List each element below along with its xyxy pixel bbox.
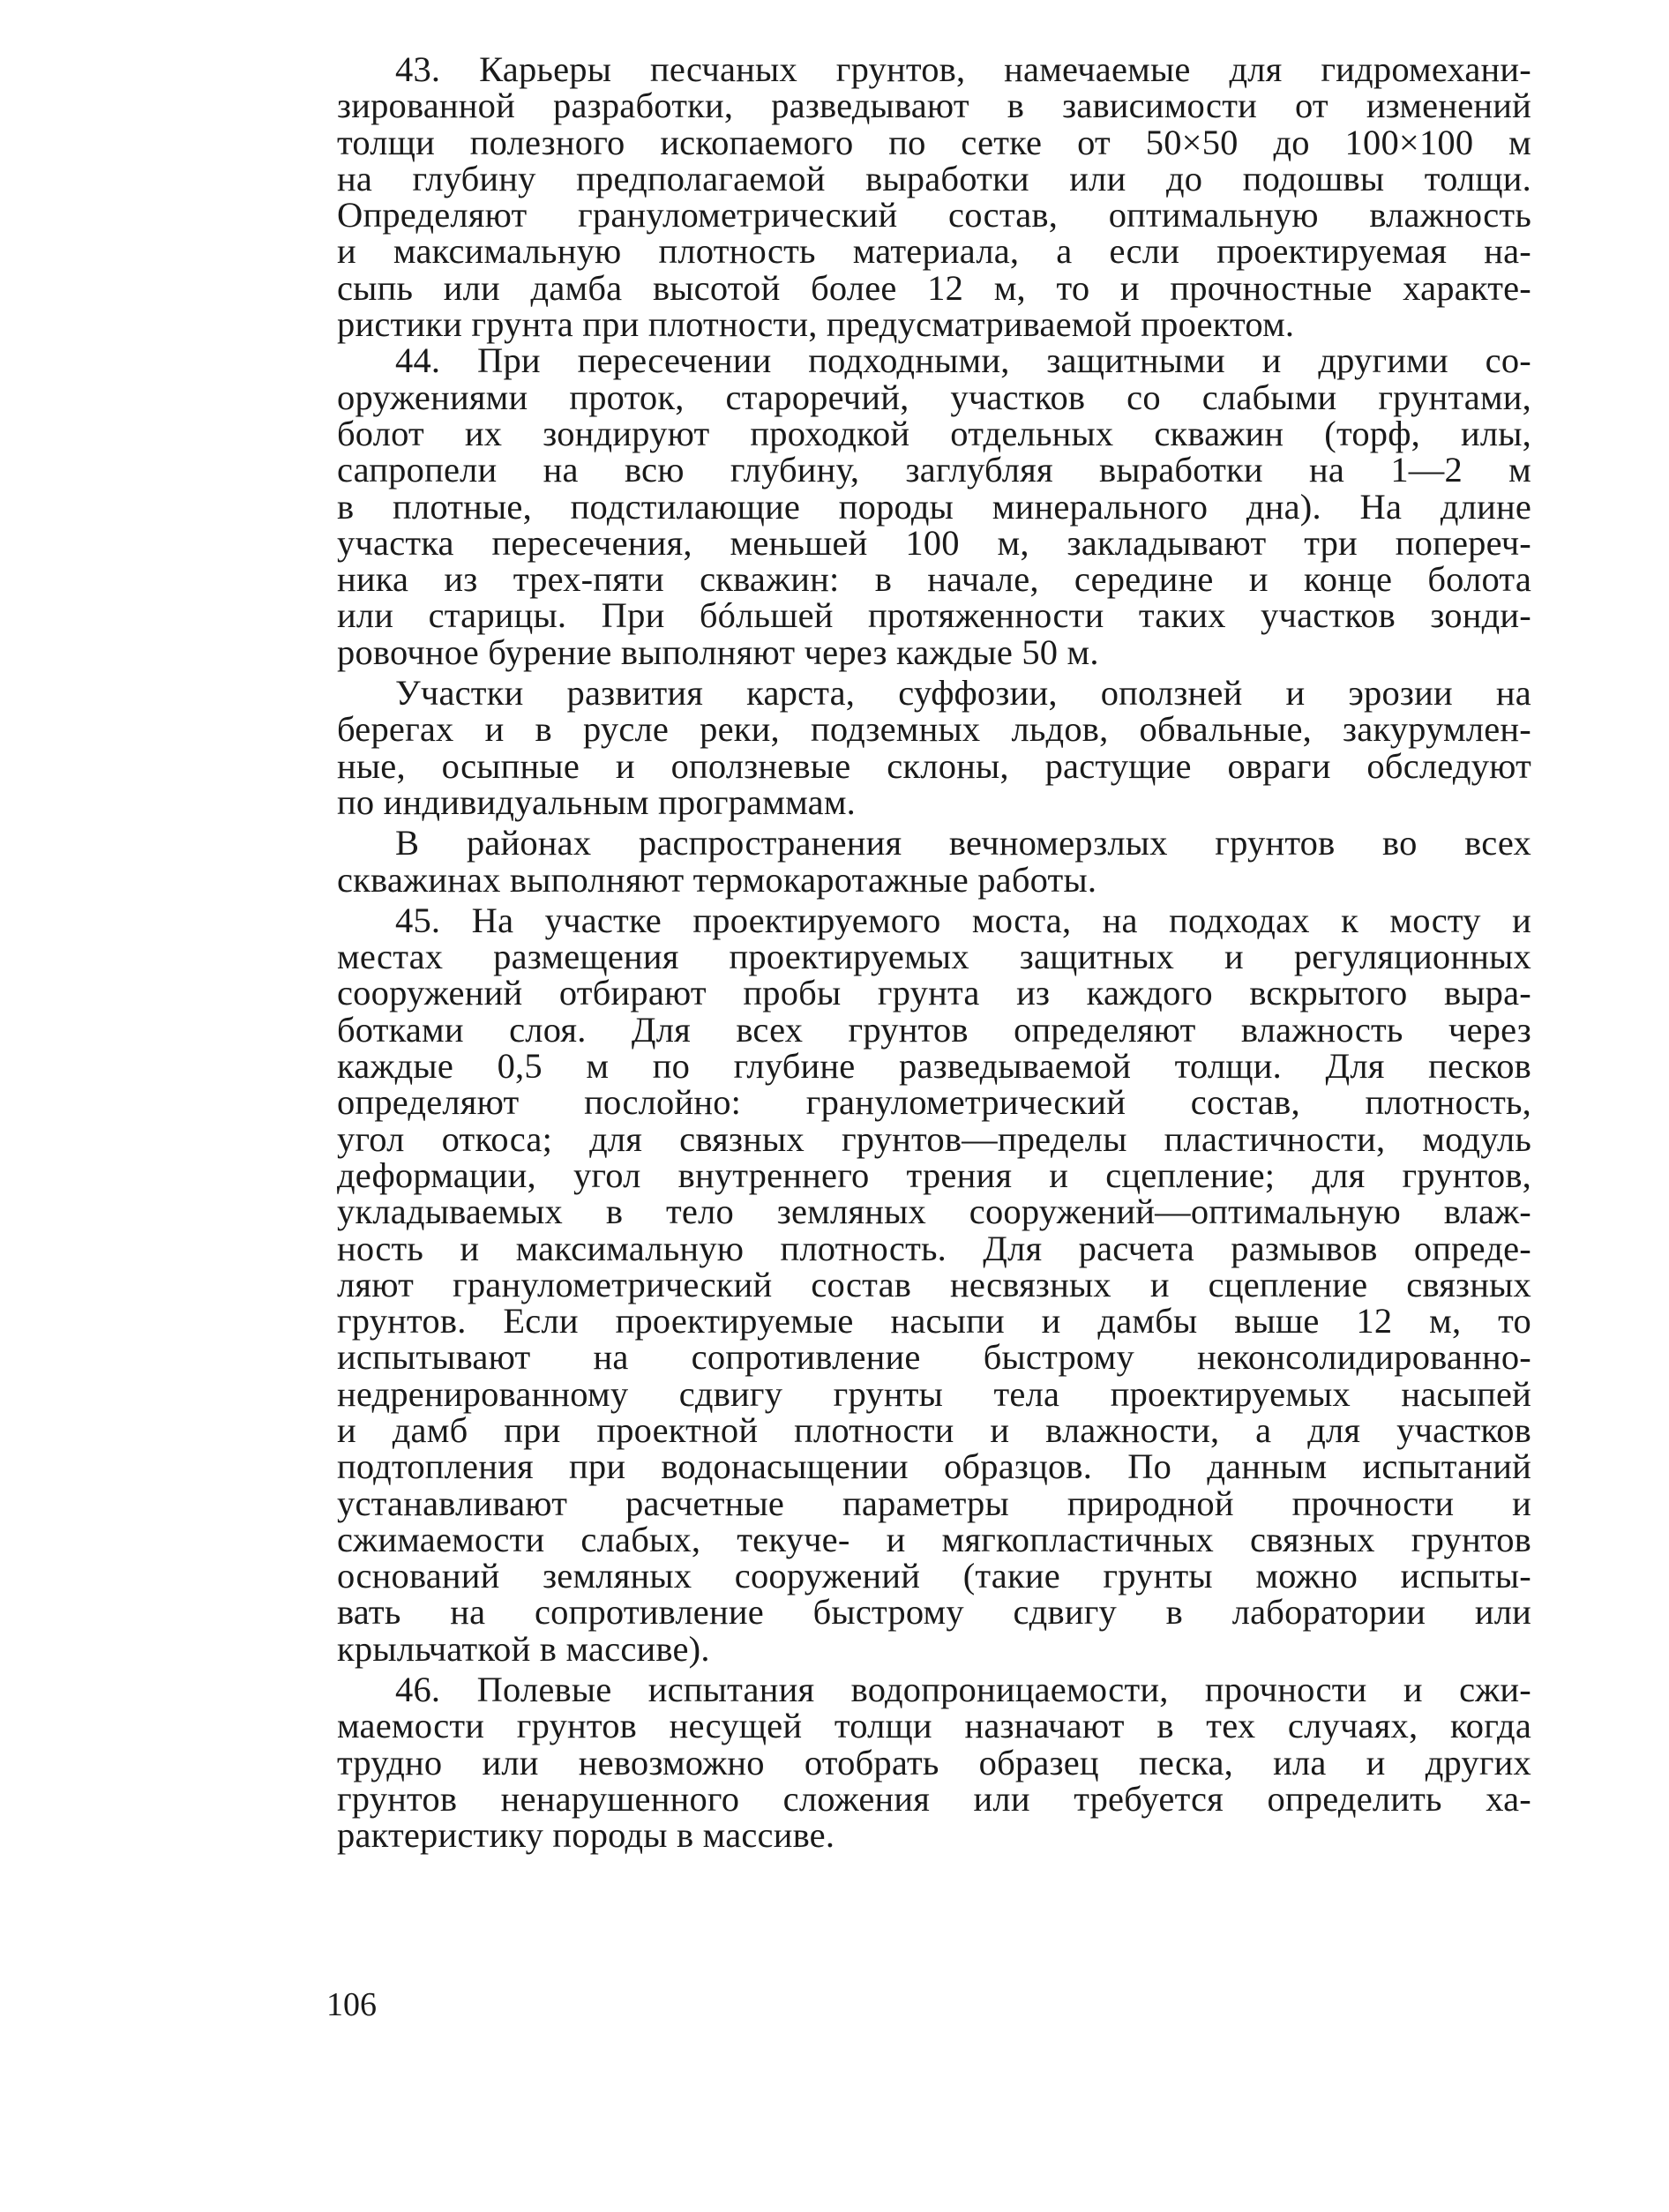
text-line: ность и максимальную плотность. Для расчета размывов опреде- — [337, 1228, 1531, 1268]
text-line: сапропели на всю глубину, заглубляя выработки на 1—2 м — [337, 450, 1531, 490]
text-line: 45. На участке проектируемого моста, на подходах к мосту и — [395, 900, 1531, 940]
text-line: и максимальную плотность материала, а если проектируемая на- — [337, 231, 1531, 272]
text-line: маемости грунтов несущей толщи назначают в тех случаях, когда — [337, 1706, 1531, 1746]
text-line: сжимаемости слабых, текуче- и мягкопластичных связных грунтов — [337, 1519, 1531, 1559]
text-line: каждые 0,5 м по глубине разведываемой толщи. Для песков — [337, 1046, 1531, 1087]
text-line: 43. Карьеры песчаных грунтов, намечаемые для гидромехани- — [395, 49, 1531, 89]
text-line: испытывают на сопротивление быстрому неконсолидированно- — [337, 1337, 1531, 1378]
text-line: вать на сопротивление быстрому сдвигу в лаборатории или — [337, 1592, 1531, 1633]
text-line: устанавливают расчетные параметры природной прочности и — [337, 1483, 1531, 1523]
text-line: недренированному сдвигу грунты тела проектируемых насыпей — [337, 1373, 1531, 1414]
text-line: участка пересечения, меньшей 100 м, закладывают три попереч- — [337, 522, 1531, 563]
text-line: Определяют гранулометрический состав, оптимальную влажность — [337, 195, 1531, 235]
text-line: ботками слоя. Для всех грунтов определяют влажность через — [337, 1009, 1531, 1050]
text-line: рактеристику породы в массиве. — [337, 1815, 835, 1856]
text-line: подтопления при водонасыщении образцов. По данным испытаний — [337, 1446, 1531, 1487]
text-line: 46. Полевые испытания водопроницаемости, прочности и сжи- — [395, 1670, 1531, 1710]
paragraph-45 — [337, 902, 1531, 1667]
text-column — [337, 51, 1531, 1854]
text-line: ляют гранулометрический состав несвязных и сцепление связных — [337, 1264, 1531, 1304]
text-line: и дамб при проектной плотности и влажности, а для участков — [337, 1409, 1531, 1450]
text-line: грунтов. Если проектируемые насыпи и дамбы выше 12 м, то — [337, 1301, 1531, 1341]
text-line: угол откоса; для связных грунтов—пределы пластичности, модуль — [337, 1118, 1531, 1159]
text-line: трудно или невозможно отобрать образец песка, ила и других — [337, 1742, 1531, 1782]
text-line: берегах и в русле реки, подземных льдов, обвальные, закурумлен- — [337, 709, 1531, 750]
text-line: или старицы. При бóльшей протяженности таких участков зонди- — [337, 595, 1531, 636]
page-number: 106 — [326, 1986, 377, 2023]
text-line: оружениями проток, староречий, участков со слабыми грунтами, — [337, 377, 1531, 417]
text-line: определяют послойно: гранулометрический состав, плотность, — [337, 1082, 1531, 1123]
paragraph-karst — [337, 675, 1531, 820]
text-line: болот их зондируют проходкой отдельных скважин (торф, илы, — [337, 413, 1531, 453]
paragraph-46 — [337, 1670, 1531, 1856]
text-line: зированной разработки, разведывают в зависимости от изменений — [337, 86, 1531, 126]
text-line: 44. При пересечении подходными, защитными и другими со- — [395, 340, 1531, 381]
paragraph-44 — [337, 342, 1531, 670]
text-line: крыльчаткой в массиве). — [337, 1628, 710, 1669]
text-line: в плотные, подстилающие породы минерального дна). На длине — [337, 486, 1531, 527]
text-line: ровочное бурение выполняют через каждые 50 м. — [337, 631, 1099, 672]
paragraph-43 — [337, 49, 1531, 345]
text-line: ника из трех-пяти скважин: в начале, середине и конце болота — [337, 559, 1531, 600]
text-line: толщи полезного ископаемого по сетке от 50×50 до 100×100 м — [337, 122, 1531, 162]
text-line: местах размещения проектируемых защитных и регуляционных — [337, 937, 1531, 977]
text-line: грунтов ненарушенного сложения или требуется определить ха- — [337, 1778, 1531, 1819]
text-line: по индивидуальным программам. — [337, 781, 856, 822]
text-line: сооружений отбирают пробы грунта из каждого вскрытого выра- — [337, 973, 1531, 1013]
text-line: скважинах выполняют термокаротажные работы. — [337, 859, 1097, 900]
text-line: ристики грунта при плотности, предусматриваемой проектом. — [337, 304, 1295, 345]
text-line: сыпь или дамба высотой более 12 м, то и прочностные характе- — [337, 267, 1531, 308]
text-line: Участки развития карста, суффозии, оползней и эрозии на — [395, 673, 1531, 714]
text-line: В районах распространения вечномерзлых грунтов во всех — [395, 823, 1531, 863]
text-line: деформации, угол внутреннего трения и сцепление; для грунтов, — [337, 1155, 1531, 1195]
text-line: на глубину предполагаемой выработки или до подошвы толщи. — [337, 158, 1531, 198]
text-line: укладываемых в тело земляных сооружений—оптимальную влаж- — [337, 1192, 1531, 1232]
paragraph-permafrost — [337, 825, 1531, 898]
text-line: оснований земляных сооружений (такие грунты можно испыты- — [337, 1556, 1531, 1596]
text-line: ные, осыпные и оползневые склоны, растущие овраги обследуют — [337, 745, 1531, 786]
